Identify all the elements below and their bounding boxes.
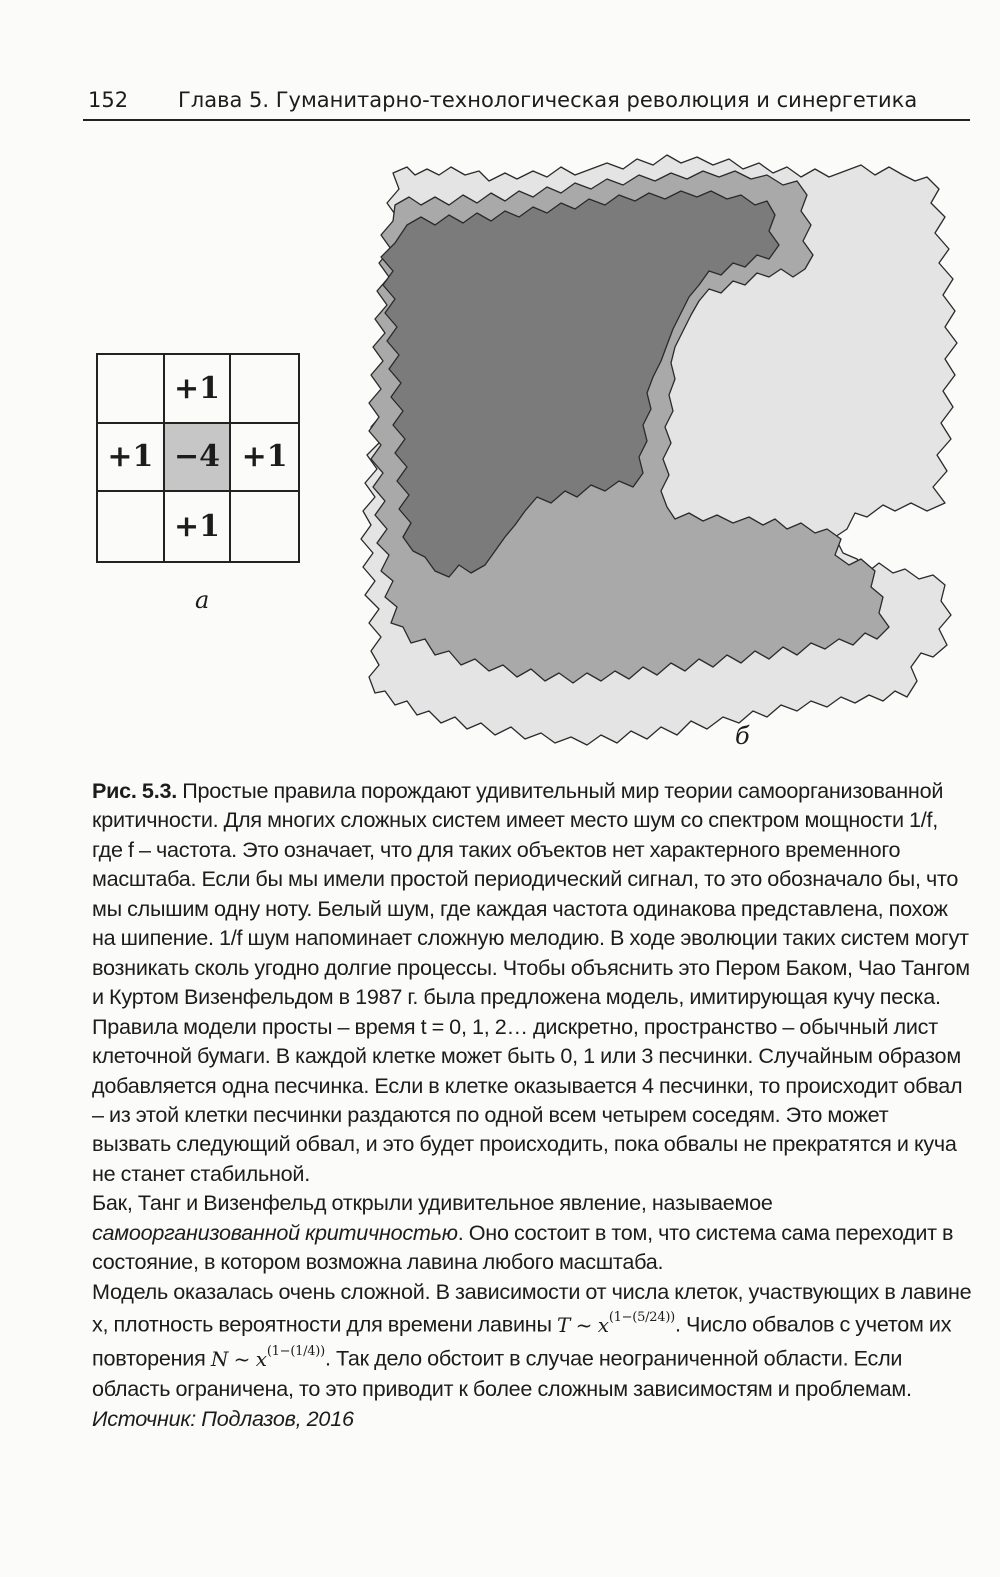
stencil-cell: +1 bbox=[165, 355, 232, 424]
term-soc: самоорганизованной критичностью bbox=[92, 1219, 458, 1245]
formula-avalanche-count: N ~ $x^{(1-(1/4))}$ bbox=[210, 1344, 325, 1371]
figure-label-b: б bbox=[735, 722, 750, 750]
caption-text: Простые правила порождают удивительный мир теории самоорганизованной критичности. Для многих сложных систем имеет место шум со спектром мощности 1/f, где f – частота. Это означает, что для таких объектов нет характерного временного масштаба. Если бы мы имели простой периодический сигнал, то это обозначало бы, что мы слышим одну ноту. Белый шум, где каждая частота одинакова представлена, похож на шипение. 1/f шум напоминает сложную мелодию. В ходе эволюции таких систем могут возникать сколь угодно долгие процессы. Чтобы объяснить это Пером Баком, Чао Тангом и Куртом Визенфельдом в 1987 г. была предложена модель, имитирующая кучу песка. Правила модели просты – время t = 0, 1, 2… дискретно, пространство – обычный лист клеточной бумаги. В каждой клетке может быть 0, 1 или 3 песчинки. Случайным образом добавляется одна песчинка. Если в клетке оказывается 4 песчинки, то происходит обвал – из этой клетки песчинки раздаются по одной всем четырем соседям. Это может вызвать следующий обвал, и это будет происходить, пока обвалы не прекратятся и куча не станет стабильной. bbox=[92, 778, 970, 1186]
stencil-cell: +1 bbox=[98, 424, 165, 493]
caption-paragraph-2: Бак, Танг и Визенфельд открыли удивительное явление, называемое самоорганизованной критичностью. Оно состоит в том, что система сама переходит в состояние, в котором возможна лавина любого масштаба. bbox=[92, 1190, 954, 1275]
stencil-cell bbox=[98, 492, 165, 561]
page-number: 152 bbox=[88, 88, 129, 112]
header-rule bbox=[83, 119, 970, 121]
formula-avalanche-time: T ~ $x^{(1-(5/24))}$ bbox=[556, 1310, 675, 1337]
figure-label-a: а bbox=[195, 586, 210, 614]
running-header bbox=[86, 84, 970, 118]
sandpile-avalanche-figure bbox=[355, 145, 970, 755]
figure-label: Рис. 5.3. bbox=[92, 778, 177, 803]
source-citation: Источник: Подлазов, 2016 bbox=[92, 1405, 354, 1431]
caption-paragraph-3: Модель оказалась очень сложной. В зависимости от числа клеток, участвующих в лавине x, плотность вероятности для времени лавины T ~ $x^{(1-(5/24))}$. Число обвалов с учетом их повторения N ~ $x^{(1-(1/4))}$. Так дело обстоит в случае неограниченной области. Если область ограничена, то это приводит к более сложным зависимостям и проблемам. Источник: Подлазов, 2016 bbox=[92, 1278, 972, 1431]
chapter-title: Глава 5. Гуманитарно-технологическая революция и синергетика bbox=[178, 88, 918, 112]
stencil-cell bbox=[231, 355, 298, 424]
stencil-grid bbox=[96, 353, 300, 563]
stencil-center-cell: −4 bbox=[165, 424, 232, 493]
stencil-cell bbox=[231, 492, 298, 561]
stencil-cell bbox=[98, 355, 165, 424]
figure-caption bbox=[92, 776, 972, 1433]
caption-paragraph-1 bbox=[92, 776, 972, 1188]
stencil-cell: +1 bbox=[165, 492, 232, 561]
stencil-cell: +1 bbox=[231, 424, 298, 493]
